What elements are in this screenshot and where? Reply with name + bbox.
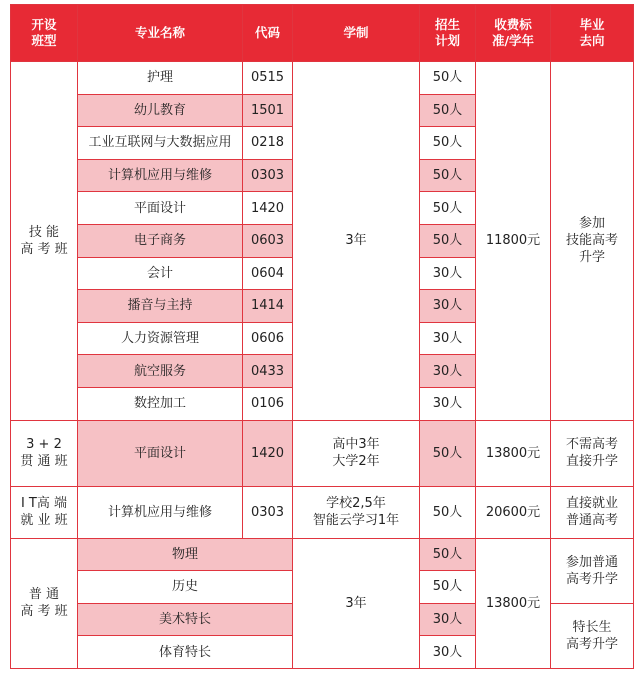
destination-through: 不需高考 直接升学 (551, 420, 634, 486)
major-code: 0303 (243, 486, 293, 538)
enrollment-plan: 50人 (420, 420, 476, 486)
enrollment-plan: 50人 (420, 538, 476, 571)
major-code: 0218 (243, 127, 293, 160)
major-name: 物理 (78, 538, 293, 571)
major-name: 计算机应用与维修 (78, 486, 243, 538)
major-name: 历史 (78, 571, 293, 604)
table-row (11, 420, 634, 486)
major-name: 数控加工 (78, 387, 243, 420)
major-name: 电子商务 (78, 224, 243, 257)
class-type-general: 普 通 高 考 班 (11, 538, 78, 668)
major-code: 0604 (243, 257, 293, 290)
table-row (11, 486, 634, 538)
header-class-type: 开设 班型 (11, 5, 78, 62)
duration-it: 学校2,5年 智能云学习1年 (293, 486, 420, 538)
major-name: 护理 (78, 62, 243, 95)
major-name: 播音与主持 (78, 290, 243, 323)
major-name: 工业互联网与大数据应用 (78, 127, 243, 160)
enrollment-plan: 30人 (420, 290, 476, 323)
header-code: 代码 (243, 5, 293, 62)
class-type-it: I T高 端 就 业 班 (11, 486, 78, 538)
major-code: 0433 (243, 355, 293, 388)
destination-general-1: 参加普通 高考升学 (551, 538, 634, 603)
table-row (11, 538, 634, 571)
major-code: 0603 (243, 224, 293, 257)
fee-it: 20600元 (476, 486, 551, 538)
major-code: 0515 (243, 62, 293, 95)
enrollment-plan: 50人 (420, 192, 476, 225)
header-enrollment: 招生 计划 (420, 5, 476, 62)
header-major-name: 专业名称 (78, 5, 243, 62)
enrollment-table (10, 4, 634, 669)
destination-general-2: 特长生 高考升学 (551, 603, 634, 668)
major-name: 会计 (78, 257, 243, 290)
major-name: 幼儿教育 (78, 94, 243, 127)
major-code: 0303 (243, 159, 293, 192)
class-type-through: 3 + 2 贯 通 班 (11, 420, 78, 486)
enrollment-plan: 30人 (420, 257, 476, 290)
major-name: 平面设计 (78, 192, 243, 225)
header-duration: 学制 (293, 5, 420, 62)
duration-skills: 3年 (293, 62, 420, 421)
header-destination: 毕业 去向 (551, 5, 634, 62)
enrollment-plan: 30人 (420, 636, 476, 669)
major-code: 1414 (243, 290, 293, 323)
major-code: 0606 (243, 322, 293, 355)
major-name: 体育特长 (78, 636, 293, 669)
fee-skills: 11800元 (476, 62, 551, 421)
enrollment-plan: 30人 (420, 355, 476, 388)
duration-general: 3年 (293, 538, 420, 668)
major-name: 平面设计 (78, 420, 243, 486)
major-code: 0106 (243, 387, 293, 420)
major-code: 1420 (243, 192, 293, 225)
enrollment-plan: 30人 (420, 322, 476, 355)
major-code: 1501 (243, 94, 293, 127)
header-row (11, 5, 634, 62)
major-name: 人力资源管理 (78, 322, 243, 355)
fee-general: 13800元 (476, 538, 551, 668)
enrollment-plan: 50人 (420, 571, 476, 604)
major-name: 计算机应用与维修 (78, 159, 243, 192)
enrollment-plan: 50人 (420, 127, 476, 160)
fee-through: 13800元 (476, 420, 551, 486)
enrollment-plan: 50人 (420, 224, 476, 257)
class-type-skills: 技 能 高 考 班 (11, 62, 78, 421)
enrollment-plan: 50人 (420, 94, 476, 127)
major-code: 1420 (243, 420, 293, 486)
major-name: 航空服务 (78, 355, 243, 388)
major-name: 美术特长 (78, 603, 293, 636)
enrollment-plan: 50人 (420, 159, 476, 192)
table-row (11, 62, 634, 95)
header-fee: 收费标 准/学年 (476, 5, 551, 62)
destination-it: 直接就业 普通高考 (551, 486, 634, 538)
duration-through: 高中3年 大学2年 (293, 420, 420, 486)
destination-skills: 参加 技能高考 升学 (551, 62, 634, 421)
enrollment-plan: 30人 (420, 387, 476, 420)
enrollment-plan: 50人 (420, 486, 476, 538)
enrollment-table-container (10, 4, 633, 669)
enrollment-plan: 50人 (420, 62, 476, 95)
enrollment-plan: 30人 (420, 603, 476, 636)
